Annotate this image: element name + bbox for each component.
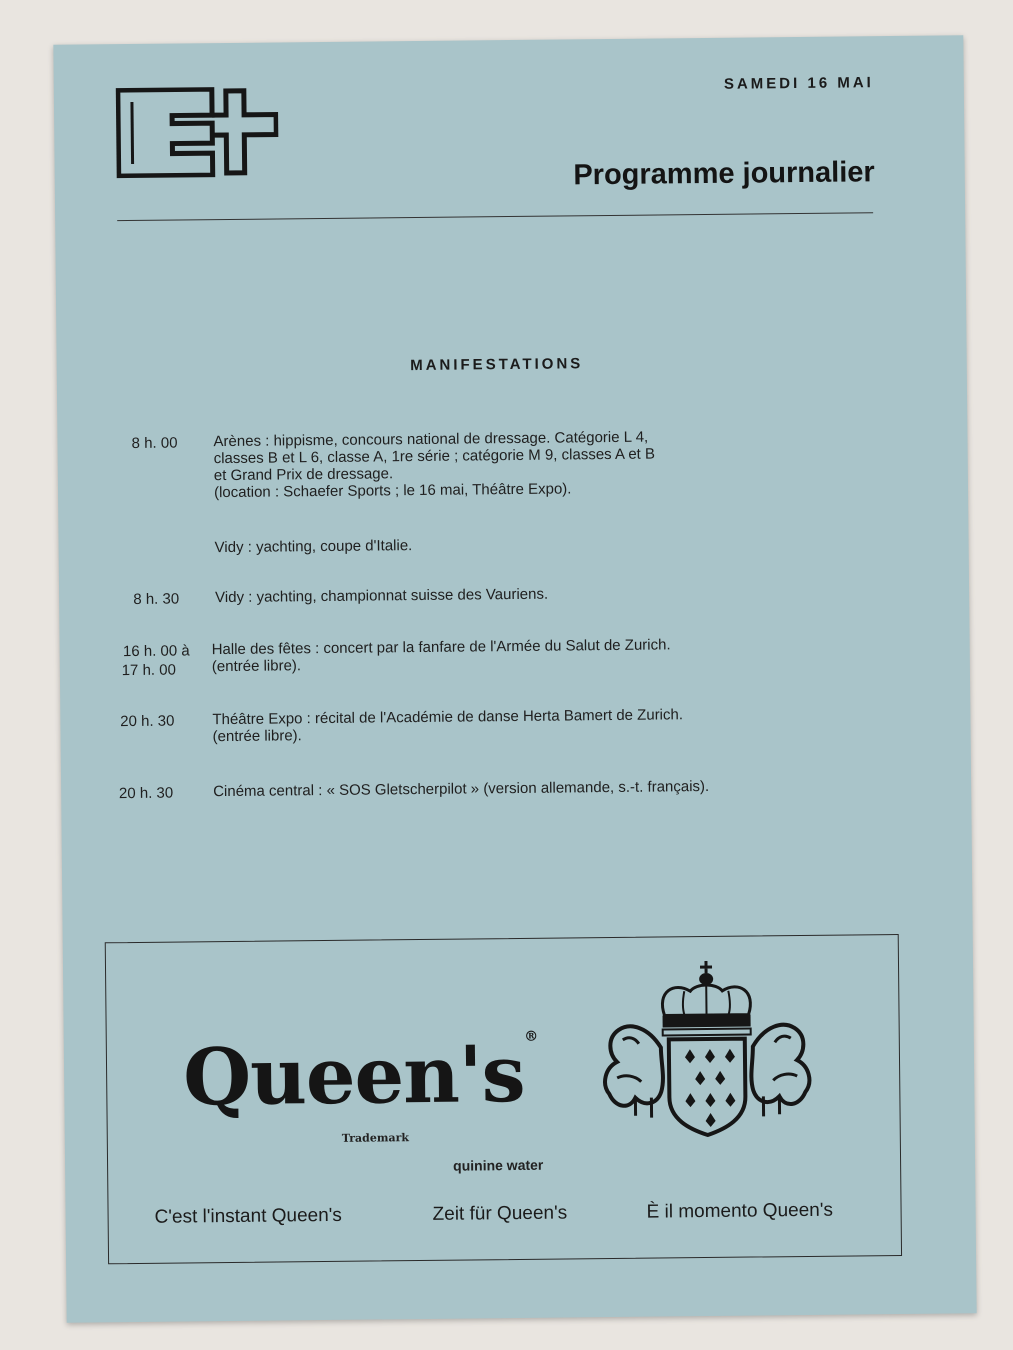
event-description: Vidy : yachting, coupe d'Italie.	[214, 537, 413, 557]
event-time: 8 h. 00	[131, 434, 178, 453]
event-description: Cinéma central : « SOS Gletscherpilot » (version allemande, s.-t. français).	[213, 777, 710, 801]
event-description: Vidy : yachting, championnat suisse des Vauriens.	[215, 585, 549, 607]
product-name: quinine water	[453, 1156, 544, 1174]
expo-cross-logo-icon	[116, 86, 279, 178]
event-description: Arènes : hippisme, concours national de dressage. Catégorie L 4, classes B et L 6, classe A, 1re série ; catégorie M 9, classes A et B et Grand Prix de dressage. (location : Schaefer Sports ; le 16 mai, Théâtre Expo).	[213, 428, 656, 502]
section-title: MANIFESTATIONS	[410, 355, 584, 375]
page-title: Programme journalier	[573, 156, 875, 192]
event-time: 8 h. 30	[133, 590, 180, 608]
event-time: 20 h. 30	[120, 712, 175, 731]
event-description: Halle des fêtes : concert par la fanfare de l'Armée du Salut de Zurich. (entrée libre).	[211, 636, 671, 676]
slogan-german: Zeit für Queen's	[432, 1202, 568, 1225]
trademark-label: Trademark	[341, 1131, 410, 1145]
event-time: 20 h. 30	[118, 784, 174, 803]
queens-advertisement	[105, 934, 902, 1264]
royal-crest-icon	[594, 956, 832, 1138]
slogan-french: C'est l'instant Queen's	[154, 1204, 342, 1228]
event-time: 16 h. 00 à 17 h. 00	[121, 642, 190, 680]
event-description: Théâtre Expo : récital de l'Académie de danse Herta Bamert de Zurich. (entrée libre).	[212, 706, 684, 746]
program-sheet	[53, 35, 976, 1322]
header-divider	[117, 212, 873, 221]
program-date: SAMEDI 16 MAI	[723, 74, 874, 93]
slogan-italian: È il momento Queen's	[646, 1199, 834, 1223]
brand-wordmark: Queen's®	[182, 1028, 538, 1124]
